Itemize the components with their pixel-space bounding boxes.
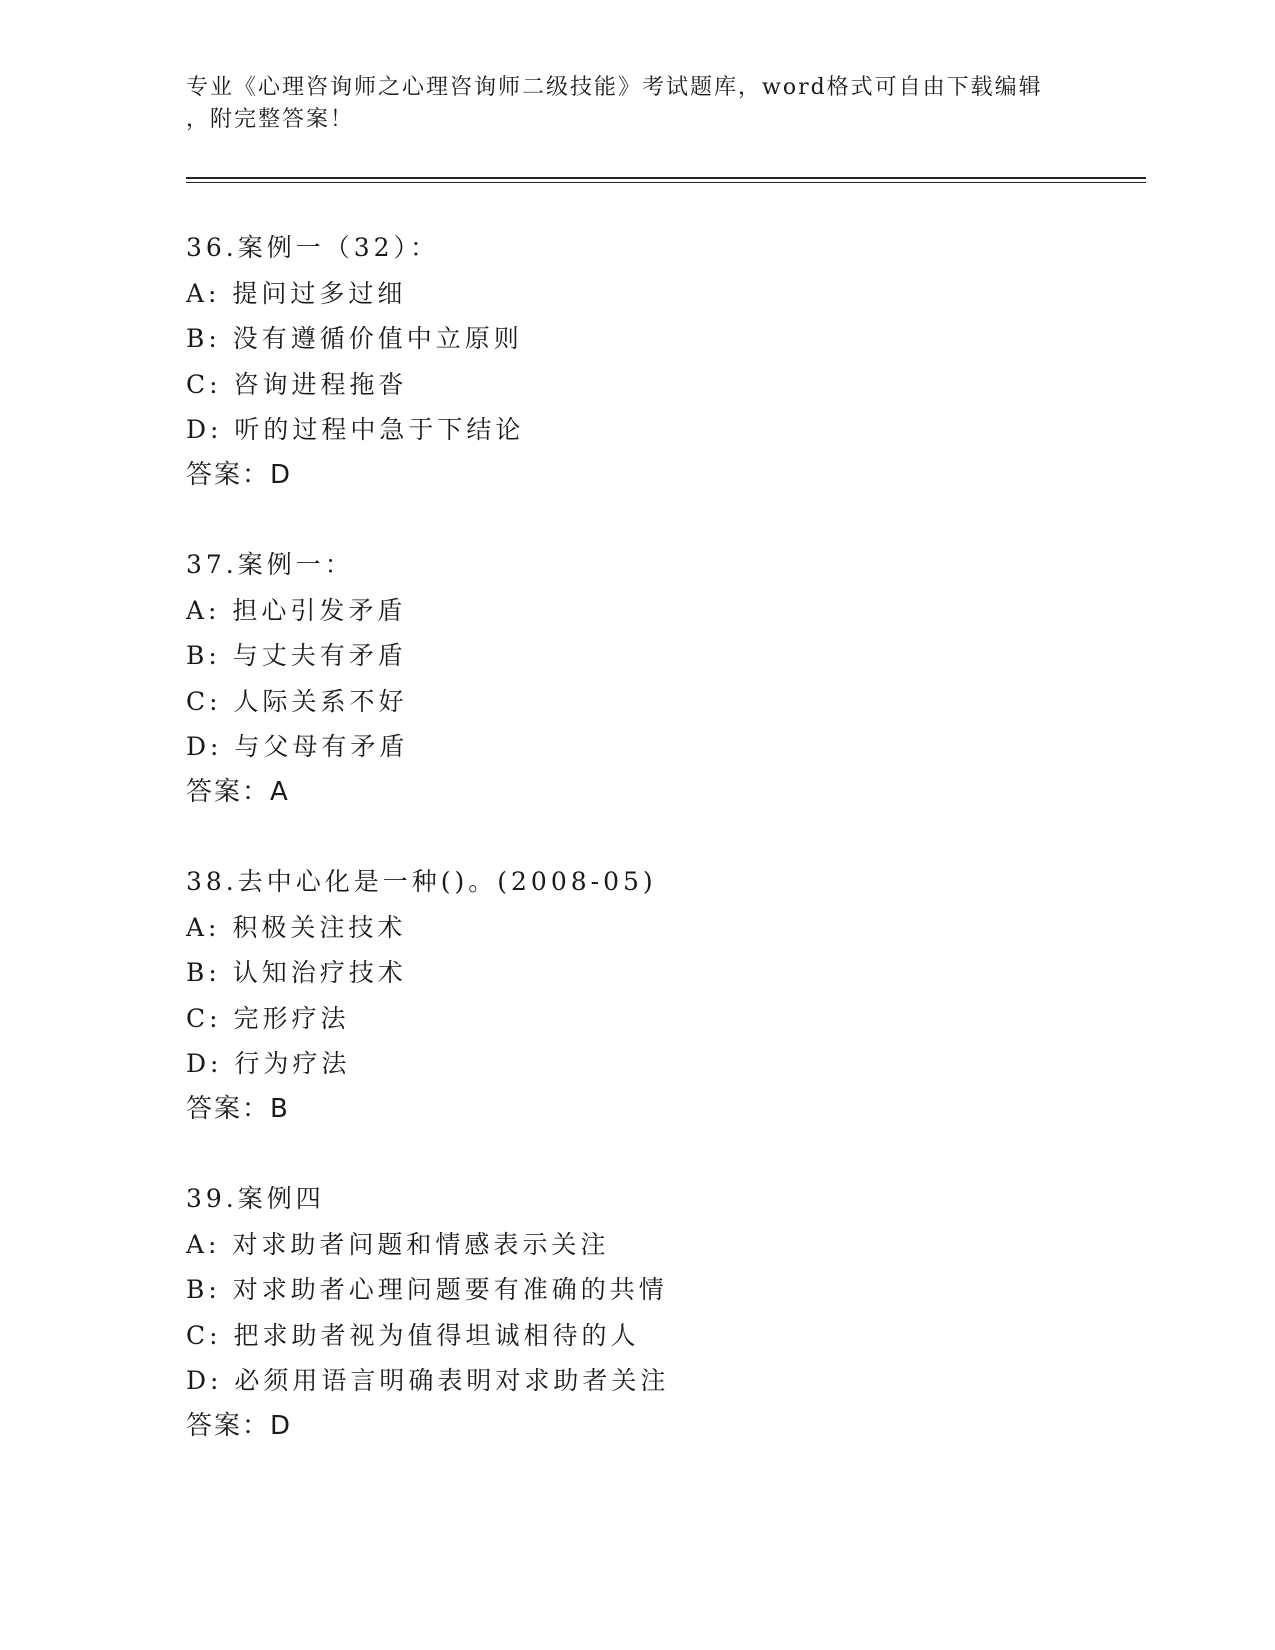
question-block <box>186 859 1086 1132</box>
question-block <box>186 225 1086 498</box>
option-b: B: 对求助者心理问题要有准确的共情 <box>186 1275 668 1304</box>
answer-line: 答案：A <box>186 776 290 807</box>
answer-line: 答案：D <box>186 459 293 490</box>
answer-line: 答案：D <box>186 1410 293 1441</box>
question-stem: 38.去中心化是一种()。(2008-05) <box>186 867 657 896</box>
header-line-1: 专业《心理咨询师之心理咨询师二级技能》考试题库，word格式可自由下载编辑 <box>186 75 1043 100</box>
option-b: B: 认知治疗技术 <box>186 958 407 987</box>
question-stem: 39.案例四 <box>186 1184 325 1213</box>
option-a: A: 担心引发矛盾 <box>186 595 407 625</box>
option-b: B: 与丈夫有矛盾 <box>186 641 407 670</box>
option-a: A: 对求助者问题和情感表示关注 <box>186 1229 610 1259</box>
option-c: C: 人际关系不好 <box>186 686 408 716</box>
option-a: A: 提问过多过细 <box>186 278 407 308</box>
question-block <box>186 542 1086 815</box>
question-stem: 36.案例一（32）： <box>186 233 440 262</box>
option-d: D: 行为疗法 <box>186 1049 351 1078</box>
option-c: C: 完形疗法 <box>186 1003 350 1033</box>
option-b: B: 没有遵循价值中立原则 <box>186 324 523 353</box>
option-a: A: 积极关注技术 <box>186 912 407 942</box>
option-c: C: 把求助者视为值得坦诚相待的人 <box>186 1320 640 1350</box>
option-d: D: 必须用语言明确表明对求助者关注 <box>186 1366 670 1395</box>
option-d: D: 与父母有矛盾 <box>186 732 409 761</box>
question-block <box>186 1176 1086 1449</box>
answer-line: 答案：B <box>186 1093 290 1124</box>
document-header <box>186 72 1086 136</box>
question-stem: 37.案例一： <box>186 550 354 579</box>
header-divider <box>186 177 1146 183</box>
option-d: D: 听的过程中急于下结论 <box>186 415 525 444</box>
option-c: C: 咨询进程拖沓 <box>186 369 408 399</box>
header-line-2: ，附完整答案！ <box>186 107 355 132</box>
